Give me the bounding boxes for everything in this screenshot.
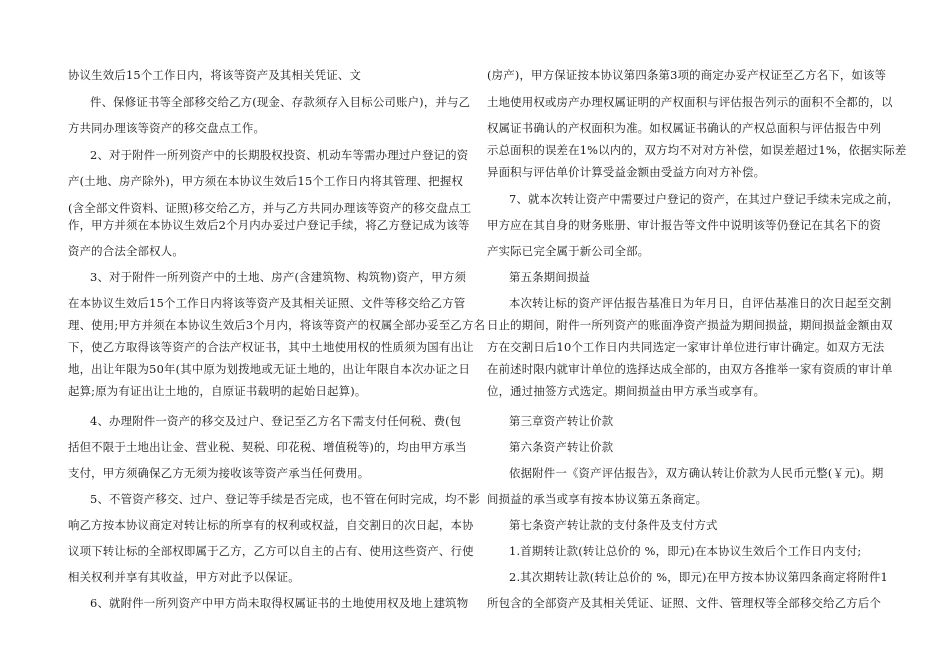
text-line: 件、保修证书等全部移交给乙方(现金、存款须存入目标公司账户)，并与乙 bbox=[90, 95, 471, 109]
text-line: 方在交割日后10个工作日内共同选定一家审计单位进行审计确定。如双方无法 bbox=[487, 340, 885, 354]
text-line: 起算;原为有证出让土地的，自原证书载明的起始日起算)。 bbox=[68, 384, 367, 398]
section-heading: 第五条期间损益 bbox=[509, 270, 591, 284]
text-line: 1.首期转让款(转让总价的 %，即元)在本协议生效后个工作日内支付; bbox=[509, 544, 862, 558]
text-line: 2.其次期转让款(转让总价的 %，即元)在甲方按本协议第四条商定将附件1 bbox=[509, 570, 888, 584]
section-heading: 第六条资产转让价款 bbox=[509, 440, 614, 454]
text-line: 5、不管资产移交、过户、登记等手续是否完成，也不管在何时完成，均不影 bbox=[90, 492, 480, 506]
text-line: 土地使用权或房产办理权属证明的产权面积与评估报告列示的面积不全都的，以 bbox=[487, 95, 893, 109]
text-line: (含全部文件资料、证照)移交给乙方，并与乙方共同办理该等资产的移交盘点工 bbox=[68, 201, 472, 215]
text-line: 理、使用;甲方并须在本协议生效后3个月内，将该等资产的权属全部办妥至乙方名 bbox=[68, 318, 486, 332]
text-line: 地，出让年限为50年(其中原为划拨地或无证土地的，出让年限自本次办证之日 bbox=[68, 362, 471, 376]
text-line: 括但不限于土地出让金、营业税、契税、印花税、增值税等)的，均由甲方承当 bbox=[68, 440, 467, 454]
text-line: 日止的期间，附件一所列资产的账面净资产损益为期间损益，期间损益金额由双 bbox=[487, 318, 893, 332]
text-line: 权属证书确认的产权面积为准。如权属证书确认的产权总面积与评估报告中列 bbox=[487, 121, 882, 135]
text-line: 位，通过抽签方式选定。期间损益由甲方承当或享有。 bbox=[487, 384, 766, 398]
text-line: 2、对于附件一所列资产中的长期股权投资、机动车等需办理过户登记的资 bbox=[90, 148, 469, 162]
text-line: 甲方应在其自身的财务账册、审计报告等文件中说明该等仍登记在其名下的资 bbox=[487, 218, 882, 232]
text-line: 间损益的承当或享有按本协议第五条商定。 bbox=[487, 492, 708, 506]
text-line: 产实际已完全属于新公司全部。 bbox=[487, 244, 650, 258]
text-line: 异面积与评估单价计算受益金额由受益方向对方补偿。 bbox=[487, 165, 766, 179]
text-line: (房产)，甲方保证按本协议第四条第3项的商定办妥产权证至乙方名下，如该等 bbox=[487, 68, 887, 82]
text-line: 产(土地、房产除外)，甲方须在本协议生效后15个工作日内将其管理、把握权 bbox=[68, 174, 464, 188]
text-line: 响乙方按本协议商定对转让标的所享有的权利或权益，自交割日的次日起，本协 bbox=[68, 518, 474, 532]
text-line: 资产的合法全部权人。 bbox=[68, 244, 184, 258]
text-line: 在前述时限内就审计单位的选择达成全部的，由双方各推举一家有资质的审计单 bbox=[487, 362, 893, 376]
text-line: 支付，甲方须确保乙方无须为接收该等资产承当任何费用。 bbox=[68, 466, 370, 480]
text-line: 下，使乙方取得该等资产的合法产权证书，其中土地使用权的性质须为国有出让 bbox=[68, 340, 474, 354]
text-line: 4、办理附件一资产的移交及过户、登记至乙方名下需支付任何税、费(包 bbox=[90, 414, 462, 428]
chapter-heading: 第三章资产转让价款 bbox=[509, 414, 614, 428]
text-line: 议项下转让标的全部权即属于乙方，乙方可以自主的占有、使用这些资产、行使 bbox=[68, 544, 474, 558]
text-line: 3、对于附件一所列资产中的土地、房产(含建筑物、构筑物)资产，甲方须 bbox=[90, 270, 467, 284]
section-heading: 第七条资产转让款的支付条件及支付方式 bbox=[509, 518, 718, 532]
text-line: 7、就本次转让资产中需要过户登记的资产，在其过户登记手续未完成之前， bbox=[509, 192, 899, 206]
text-line: 本次转让标的资产评估报告基准日为年月日，自评估基准日的次日起至交割 bbox=[509, 296, 892, 310]
text-line: 依据附件一《资产评估报告》，双方确认转让价款为人民币元整(￥元)。期 bbox=[509, 466, 884, 480]
text-line: 协议生效后15个工作日内，将该等资产及其相关凭证、文 bbox=[68, 68, 362, 82]
text-line: 6、就附件一所列资产中甲方尚未取得权属证书的土地使用权及地上建筑物 bbox=[90, 596, 469, 610]
text-line: 在本协议生效后15个工作日内将该等资产及其相关证照、文件等移交给乙方管 bbox=[68, 296, 466, 310]
text-line: 相关权利并享有其收益，甲方对此予以保证。 bbox=[68, 570, 300, 584]
text-line: 示总面积的误差在1%以内的，双方均不对对方补偿，如误差超过1%，依据实际差 bbox=[487, 143, 907, 157]
text-line: 作，甲方并须在本协议生效后2个月内办妥过户登记手续，将乙方登记成为该等 bbox=[68, 218, 470, 232]
text-line: 方共同办理该等资产的移交盘点工作。 bbox=[68, 121, 266, 135]
text-line: 所包含的全部资产及其相关凭证、证照、文件、管理权等全部移交给乙方后个 bbox=[487, 596, 882, 610]
